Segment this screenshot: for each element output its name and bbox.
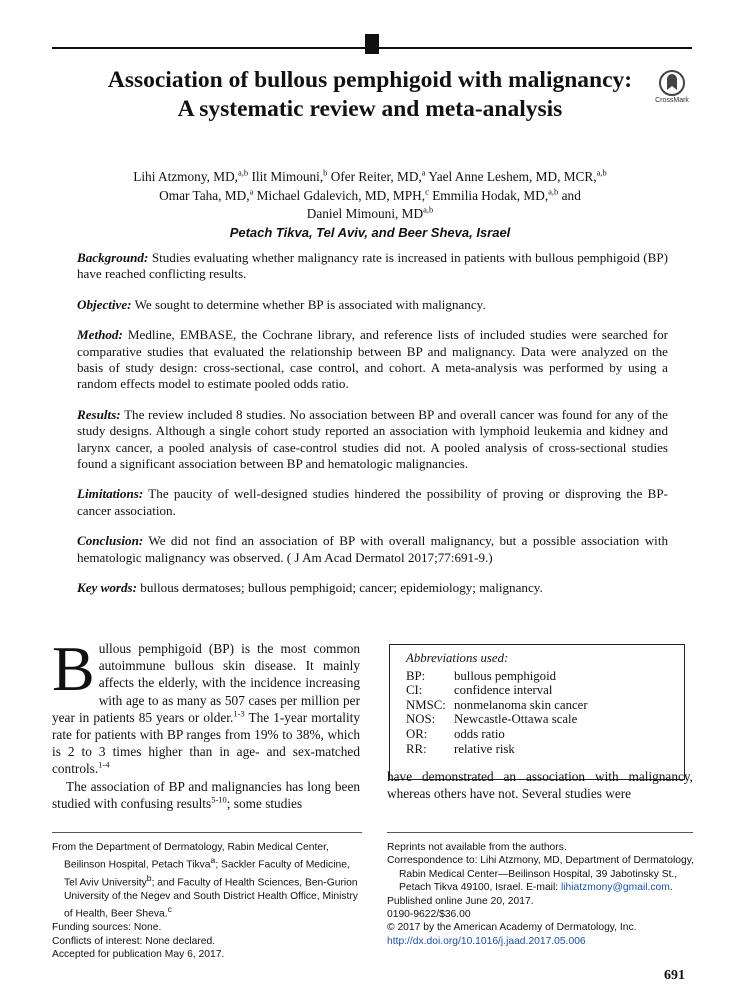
author-affiliation-sup: a,b [238,167,249,178]
abbreviation-value: relative risk [454,741,515,756]
abbreviation-key: BP: [406,668,426,683]
intro-text: ; some studies [226,795,303,811]
reprints-note: Reprints not available from the authors. [387,842,567,853]
author-name: Omar Taha, MD, [159,187,250,203]
intro-paragraph [52,633,361,778]
page-number: 691 [664,968,685,983]
abbreviation-value: odds ratio [454,726,505,741]
author-name: Ilit Mimouni, [251,169,324,184]
crossmark-badge[interactable] [650,70,694,104]
citation-ref[interactable]: 5-10 [211,794,227,805]
accepted-note: Accepted for publication May 6, 2017. [52,949,225,961]
author-line-2 [80,187,660,206]
abstract-background [77,250,668,283]
abstract-keywords [77,580,668,596]
author-name: Emmilia Hodak, MD, [432,187,549,203]
author-name: Ofer Reiter, MD, [330,169,422,184]
footnotes-right [387,841,697,948]
email-link[interactable]: lihiatzmony@gmail.com [560,882,670,894]
author-conjunction: and [561,187,581,203]
published-note: Published online June 20, 2017. [387,895,534,907]
intro-continuation: have demonstrated an association with malignancy, whereas others have not. Several studies were [387,769,693,802]
abbreviation-value: nonmelanoma skin cancer [454,697,588,712]
author-line-1 [80,168,660,187]
correspondence-end: . [669,882,673,894]
abstract-label: Objective: [77,296,132,312]
affiliation-sup: a [210,855,216,866]
affiliation-text: ; Sackler Faculty of Medicine, Tel Aviv University [64,859,350,889]
abstract-text: Medline, EMBASE, the Cochrane library, and reference lists of included studies were searched for comparative studies that evaluated the relationship between BP and malignancy. Data were analyzed on the basis of study design: cross-sectional, case control, and cohort. A meta-analysis was performed by using a random effects model to estimate pooled odds ratio. [77,327,668,392]
affiliation-sup: b [146,873,152,884]
conflicts-note: Conflicts of interest: None declared. [52,935,216,947]
abbreviation-value: bullous pemphigoid [454,668,557,683]
abstract-text: bullous dermatoses; bullous pemphigoid; cancer; epidemiology; malignancy. [140,580,543,596]
correspondence-note [387,854,697,894]
abstract-text: The paucity of well-designed studies hindered the possibility of proving or disproving the BP-cancer association. [77,486,668,518]
footnote-rule-left [52,832,362,833]
abstract-text: We sought to determine whether BP is associated with malignancy. [134,296,486,312]
abstract-label: Background: [77,250,149,265]
header-rule-block [365,34,379,54]
funding-note: Funding sources: None. [52,922,162,934]
abstract-method [77,327,668,393]
abstract-label: Results: [77,406,121,422]
abbreviations-box [389,644,685,780]
abstract-objective [77,297,668,313]
issn-note: 0190-9622/$36.00 [387,909,471,921]
doi-link[interactable]: http://dx.doi.org/10.1016/j.jaad.2017.05.006 [387,935,586,947]
abstract-label: Conclusion: [77,533,144,549]
affiliation-text: From the Department of Dermatology, Rabin Medical Center, Beilinson Hospital, Petach Tikva [52,842,329,871]
author-name: Michael Gdalevich, MD, MPH, [256,187,426,203]
citation-ref[interactable]: 1-3 [233,708,245,719]
intro-text: The 1-year mortality rate for patients with BP ranges from 19% to 38%, which is 2 to 3 times higher than in age- and sex-matched controls. [52,709,361,777]
abstract-text: The review included 8 studies. No association between BP and overall cancer was found for any of the study designs. Although a single cohort study reported an association with lymphoid leukemia and kidney and larynx cancer, a pooled analysis of case-control studies did not. A pooled analysis of cross-sectional studies found a significant association between BP and hematologic malignancies. [77,406,668,472]
author-affiliation-sup: a [421,167,426,178]
abbreviation-row [406,698,684,713]
correspondence-text: Correspondence to: Lihi Atzmony, MD, Department of Dermatology, Rabin Medical Center—Beilinson Hospital, 39 Jabotinsky St., Petach Tikva 49100, Israel. E-mail: [387,855,694,894]
author-name: Lihi Atzmony, MD, [133,169,239,184]
abstract [77,250,668,611]
author-affiliation-sup: a,b [596,167,607,178]
abstract-label: Key words: [77,580,138,596]
intro-text: ullous pemphigoid (BP) is the most common autoimmune bullous skin disease. It mainly affects the elderly, with the incidence increasing with age to as many as 507 cases per million per year in patients 85 years or older. [52,641,360,725]
crossmark-icon [659,70,685,96]
author-name: Yael Anne Leshem, MD, MCR, [428,169,597,184]
intro-left-column [52,633,361,812]
author-line-3 [80,205,660,224]
affiliations-note [52,841,364,921]
footnotes-left [52,841,364,962]
footnote-rule-right [387,832,693,833]
author-affiliation-sup: a,b [548,186,559,197]
abstract-label: Method: [77,327,123,343]
abbreviation-row [406,727,684,742]
abstract-conclusion [77,533,668,566]
abbreviations-heading: Abbreviations used: [406,651,509,665]
abbreviation-row [406,683,684,698]
affiliation-sup: c [167,904,172,915]
crossmark-label: CrossMark [655,97,689,104]
abbreviation-row [406,669,684,684]
abstract-text: Studies evaluating whether malignancy rate is increased in patients with bullous pemphigoid (BP) have reached conflicting results. [77,250,668,282]
affiliation-text: ; and Faculty of Health Sciences, Ben-Gurion University of the Negev and South District Health Office, Ministry of Health, Beer Sheva. [64,877,358,920]
intro-paragraph [52,778,360,812]
abbreviation-key: RR: [406,741,427,756]
citation-ref[interactable]: 1-4 [98,760,110,770]
abbreviation-key: NOS: [406,712,436,727]
drop-cap: B [52,633,95,704]
author-list [80,168,660,242]
copyright-note: © 2017 by the American Academy of Dermatology, Inc. [387,922,637,934]
intro-right-column [387,768,693,802]
author-affiliation-sup: c [425,186,429,197]
author-affiliation-sup: b [323,167,328,178]
article-title: Association of bullous pemphigoid with malignancy: A systematic review and meta-analysis [107,67,633,122]
author-affiliation-sup: a,b [423,204,434,215]
author-locations: Petach Tikva, Tel Aviv, and Beer Sheva, Israel [229,224,511,240]
abstract-text: We did not find an association of BP with overall malignancy, but a possible association with hematologic malignancy was observed. ( J Am Acad Dermatol 2017;77:691-9.) [77,533,669,565]
abstract-label: Limitations: [77,486,144,502]
abstract-limitations [77,486,668,519]
abbreviation-row [406,712,684,727]
abbreviation-key: NMSC: [406,697,446,712]
abstract-results [77,407,668,473]
author-affiliation-sup: a [249,186,254,197]
author-name: Daniel Mimouni, MD [306,206,424,221]
abbreviation-row [406,742,684,757]
intro-text: The association of BP and malignancies has long been studied with confusing results [52,778,360,811]
abbreviation-value: confidence interval [454,683,553,698]
abbreviation-key: CI: [406,683,423,698]
abbreviation-key: OR: [406,726,428,741]
abbreviation-value: Newcastle-Ottawa scale [454,712,578,727]
